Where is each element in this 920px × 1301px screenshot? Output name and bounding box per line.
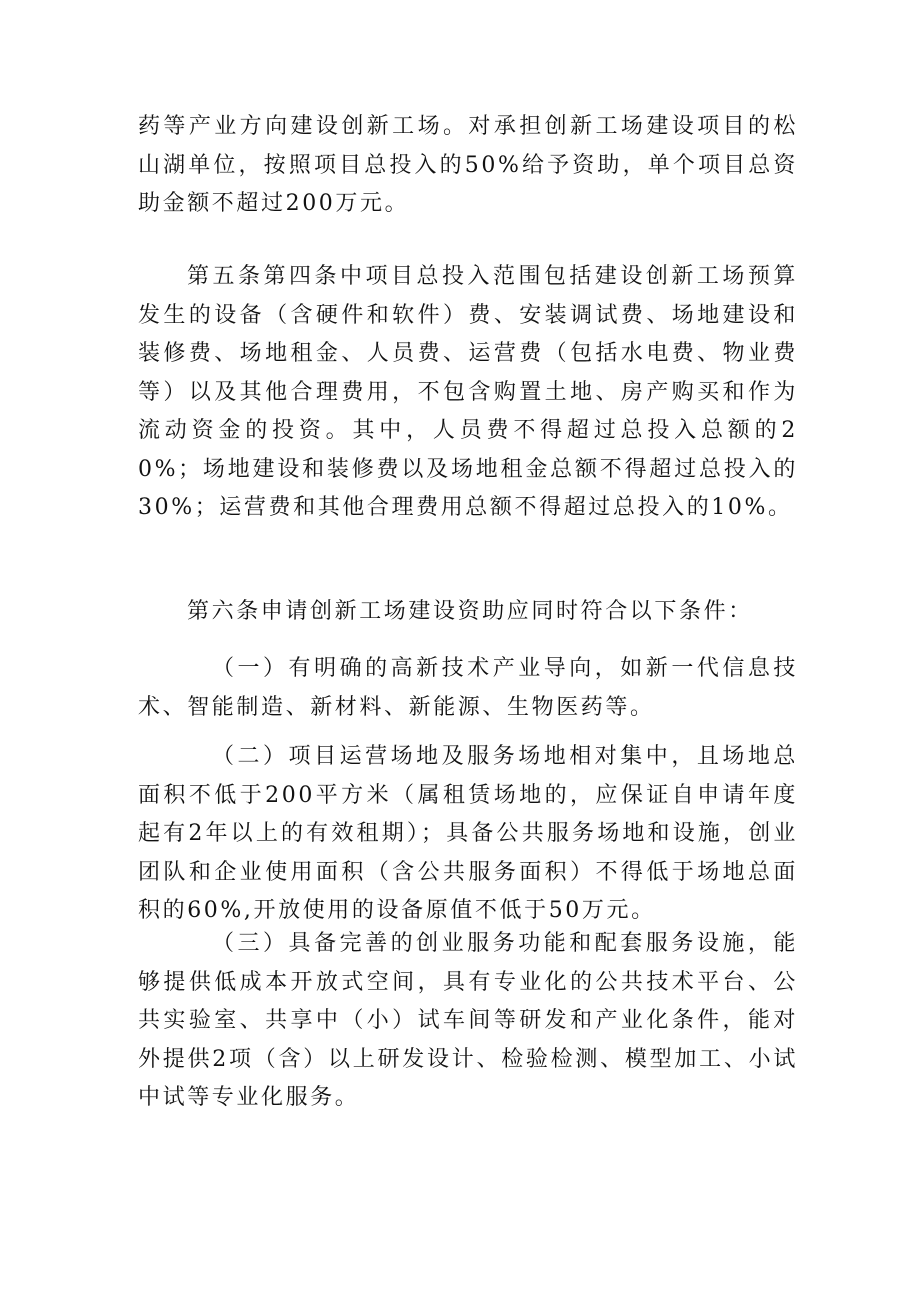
paragraph-article-6: 第六条申请创新工场建设资助应同时符合以下条件：	[187, 599, 753, 624]
paragraph-article-5: 第五条第四条中项目总投入范围包括建设创新工场预算发生的设备（含硬件和软件）费、安装调试费、场地建设和装修费、场地租金、人员费、运营费（包括水电费、物业费等）以及其他合理费用，不包含购置土地、房产购买和作为流动资金的投资。其中，人员费不得超过总投入总额的20%；场地建设和装修费以及场地租金总额不得超过总投入的30%；运营费和其他合理费用总额不得超过总投入的10%。	[138, 264, 798, 520]
paragraph-continuation: 药等产业方向建设创新工场。对承担创新工场建设项目的松山湖单位，按照项目总投入的50%给予资助，单个项目总资助金额不超过200万元。	[138, 114, 798, 216]
paragraph-condition-2: （二）项目运营场地及服务场地相对集中，且场地总面积不低于200平方米（属租赁场地的，应保证自申请年度起有2年以上的有效租期）；具备公共服务场地和设施，创业团队和企业使用面积（含公共服务面积）不得低于场地总面积的60%,开放使用的设备原值不低于50万元。	[138, 744, 798, 923]
paragraph-condition-1: （一）有明确的高新技术产业导向，如新一代信息技术、智能制造、新材料、新能源、生物医药等。	[138, 656, 798, 720]
paragraph-condition-3: （三）具备完善的创业服务功能和配套服务设施，能够提供低成本开放式空间，具有专业化的公共技术平台、公共实验室、共享中（小）试车间等研发和产业化条件，能对外提供2项（含）以上研发设计、检验检测、模型加工、小试中试等专业化服务。	[138, 931, 798, 1110]
